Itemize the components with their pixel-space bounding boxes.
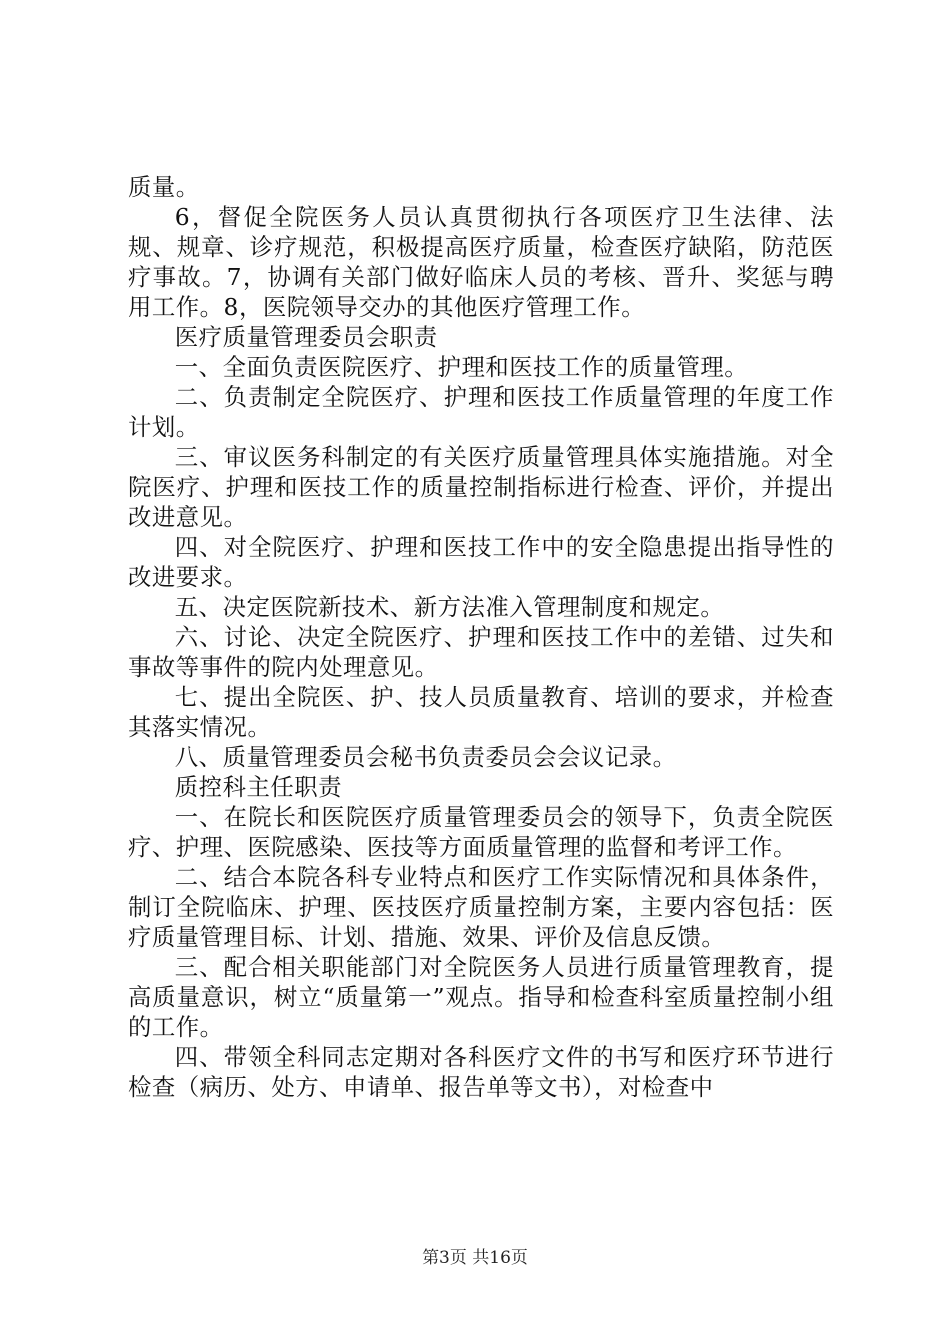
paragraph: 三、配合相关职能部门对全院医务人员进行质量管理教育，提高质量意识，树立“质量第一”观点。指导和检查科室质量控制小组的工作。 <box>128 953 834 1041</box>
document-body <box>128 172 834 1102</box>
paragraph: 二、结合本院各科专业特点和医疗工作实际情况和具体条件，制订全院临床、护理、医技医疗质量控制方案，主要内容包括：医疗质量管理目标、计划、措施、效果、评价及信息反馈。 <box>128 863 834 951</box>
paragraph: 6，督促全院医务人员认真贯彻执行各项医疗卫生法律、法规、规章、诊疗规范，积极提高医疗质量，检查医疗缺陷，防范医疗事故。7，协调有关部门做好临床人员的考核、晋升、奖惩与聘用工作。8，医院领导交办的其他医疗管理工作。 <box>128 203 834 321</box>
paragraph: 三、审议医务科制定的有关医疗质量管理具体实施措施。对全院医疗、护理和医技工作的质量控制指标进行检查、评价，并提出改进意见。 <box>128 443 834 531</box>
paragraph: 质控科主任职责 <box>174 773 343 801</box>
paragraph: 一、全面负责医院医疗、护理和医技工作的质量管理。 <box>174 353 749 381</box>
paragraph: 四、带领全科同志定期对各科医疗文件的书写和医疗环节进行检查（病历、处方、申请单、报告单等文书），对检查中 <box>128 1043 834 1101</box>
paragraph: 七、提出全院医、护、技人员质量教育、培训的要求，并检查其落实情况。 <box>128 683 834 741</box>
paragraph: 四、对全院医疗、护理和医技工作中的安全隐患提出指导性的改进要求。 <box>128 533 834 591</box>
paragraph: 五、决定医院新技术、新方法准入管理制度和规定。 <box>174 593 725 621</box>
paragraph: 质量。 <box>128 173 200 201</box>
paragraph: 医疗质量管理委员会职责 <box>174 323 438 351</box>
paragraph: 六、讨论、决定全院医疗、护理和医技工作中的差错、过失和事故等事件的院内处理意见。 <box>128 623 834 681</box>
paragraph: 一、在院长和医院医疗质量管理委员会的领导下，负责全院医疗、护理、医院感染、医技等方面质量管理的监督和考评工作。 <box>128 803 834 861</box>
paragraph: 二、负责制定全院医疗、护理和医技工作质量管理的年度工作计划。 <box>128 383 834 441</box>
paragraph: 八、质量管理委员会秘书负责委员会会议记录。 <box>174 743 677 771</box>
page-footer: 第3页 共16页 <box>422 1248 528 1268</box>
